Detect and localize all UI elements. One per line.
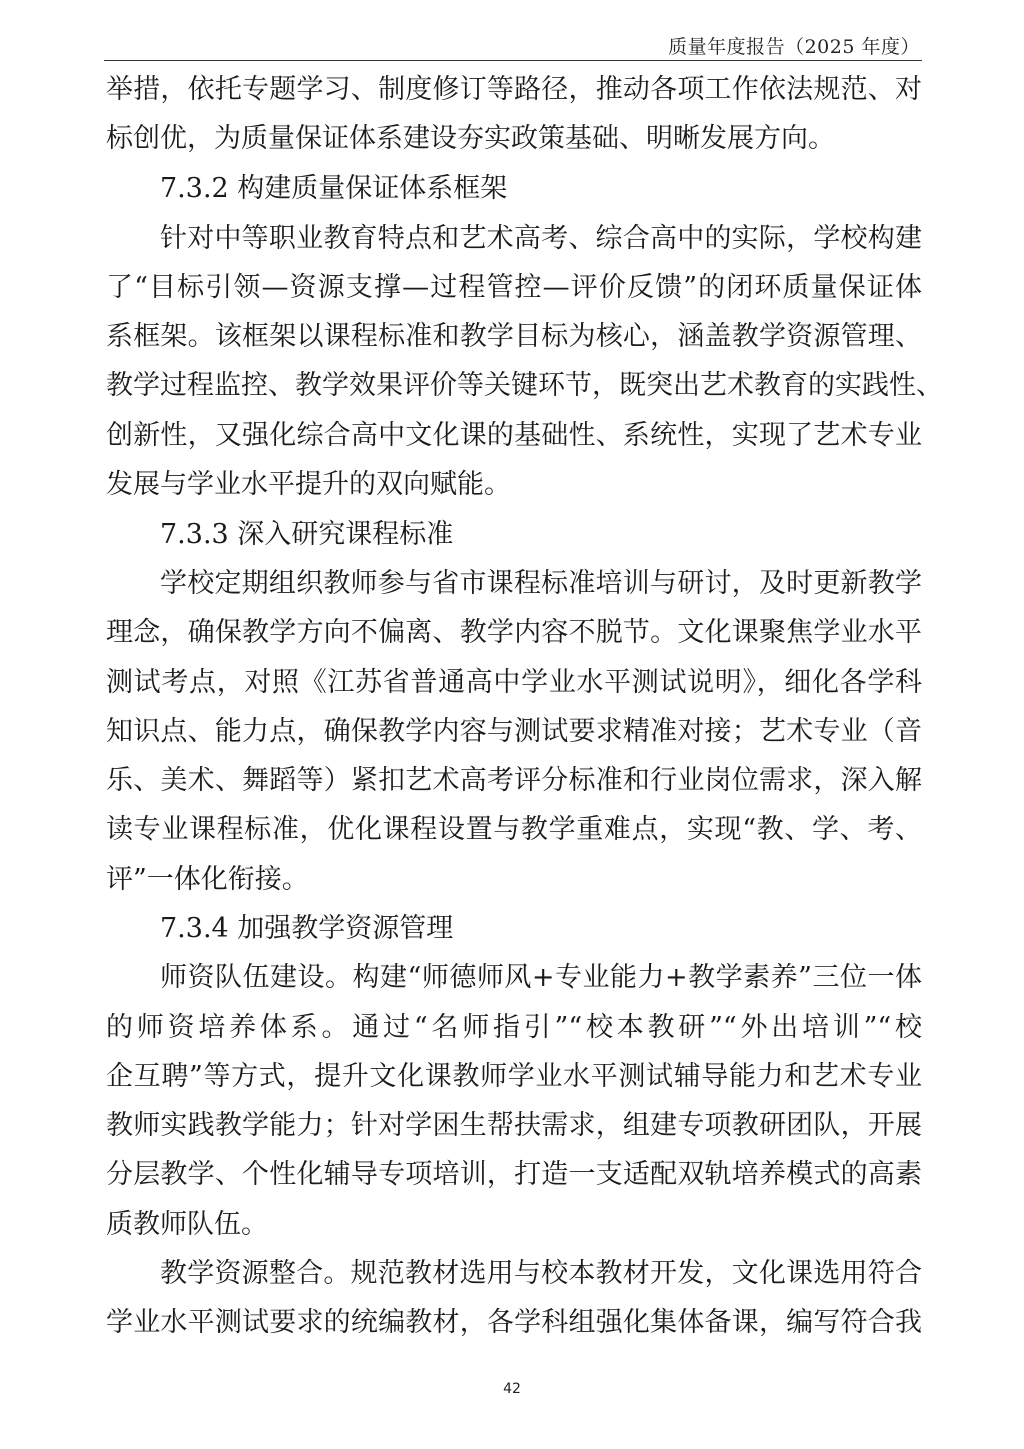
paragraph-line: 知识点、能力点，确保教学内容与测试要求精准对接；艺术专业（音	[106, 716, 922, 747]
paragraph-line: 师资队伍建设。构建“师德师风+专业能力+教学素养”三位一体	[160, 962, 922, 993]
paragraph-line: 学业水平测试要求的统编教材，各学科组强化集体备课，编写符合我	[106, 1307, 922, 1338]
paragraph-line: 教师实践教学能力；针对学困生帮扶需求，组建专项教研团队，开展	[106, 1110, 922, 1141]
paragraph-line: 了“目标引领—资源支撑—过程管控—评价反馈”的闭环质量保证体	[106, 272, 922, 303]
paragraph-line: 乐、美术、舞蹈等）紧扣艺术高考评分标准和行业岗位需求，深入解	[106, 765, 922, 796]
paragraph-line: 质教师队伍。	[106, 1209, 268, 1240]
paragraph-line: 的师资培养体系。通过“名师指引”“校本教研”“外出培训”“校	[106, 1012, 922, 1043]
section-heading-7-3-3: 7.3.3 深入研究课程标准	[160, 519, 454, 550]
header-title: 质量年度报告（2025 年度）	[668, 36, 920, 58]
paragraph-line: 学校定期组织教师参与省市课程标准培训与研讨，及时更新教学	[160, 568, 922, 599]
paragraph-line: 理念，确保教学方向不偏离、教学内容不脱节。文化课聚焦学业水平	[106, 617, 922, 648]
section-heading-7-3-2: 7.3.2 构建质量保证体系框架	[160, 173, 508, 204]
paragraph-line: 分层教学、个性化辅导专项培训，打造一支适配双轨培养模式的高素	[106, 1159, 922, 1190]
paragraph-line: 读专业课程标准，优化课程设置与教学重难点，实现“教、学、考、	[106, 814, 922, 845]
paragraph-line: 教学资源整合。规范教材选用与校本教材开发，文化课选用符合	[160, 1258, 922, 1289]
paragraph-line: 发展与学业水平提升的双向赋能。	[106, 469, 511, 500]
paragraph-line: 评”一体化衔接。	[106, 864, 309, 895]
paragraph-line: 标创优，为质量保证体系建设夯实政策基础、明晰发展方向。	[106, 123, 835, 154]
page-number: 42	[503, 1381, 521, 1397]
paragraph-line: 创新性，又强化综合高中文化课的基础性、系统性，实现了艺术专业	[106, 420, 922, 451]
paragraph-line: 测试考点，对照《江苏省普通高中学业水平测试说明》，细化各学科	[106, 667, 922, 698]
paragraph-line: 系框架。该框架以课程标准和教学目标为核心，涵盖教学资源管理、	[106, 321, 922, 352]
paragraph-line: 举措，依托专题学习、制度修订等路径，推动各项工作依法规范、对	[106, 74, 922, 105]
paragraph-line: 企互聘”等方式，提升文化课教师学业水平测试辅导能力和艺术专业	[106, 1061, 922, 1092]
paragraph-line: 针对中等职业教育特点和艺术高考、综合高中的实际，学校构建	[160, 223, 922, 254]
section-heading-7-3-4: 7.3.4 加强教学资源管理	[160, 913, 454, 944]
page-header	[104, 26, 922, 61]
paragraph-line: 教学过程监控、教学效果评价等关键环节，既突出艺术教育的实践性、	[106, 370, 943, 401]
